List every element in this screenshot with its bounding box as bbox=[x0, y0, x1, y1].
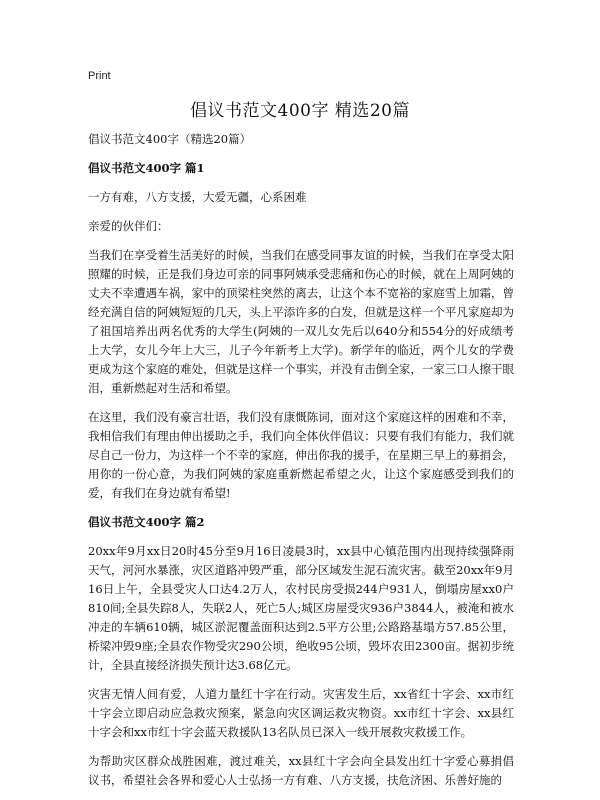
paragraph: 亲爱的伙伴们： bbox=[88, 219, 169, 233]
print-link[interactable]: Print bbox=[88, 70, 111, 82]
paragraph: 20xx年9月xx日20时45分至9月16日凌晨3时，xx县中心镇范围内出现持续强降雨天气，河河水暴涨，灾区道路冲毁严重，部分区域发生泥石流灾害。截至20xx年9月16日上午，全县受灾人口达4.2万人，农村民房受损244户931人，倒塌房屋xx0户810间;全县失踪8人，失联2人，死亡5人;城区房屋受灾936户3844人，被淹和被水冲走的车辆610辆，城区淤泥覆盖面积达到2.5平方公里;公路路基塌方57.85公里，桥梁冲毁9座;全县农作物受灾290公顷，绝收95公顷，毁坏农田2300亩。据初步统计，全县直接经济损失预计达3.68亿元。 bbox=[88, 544, 514, 672]
paragraph: 为帮助灾区群众战胜困难，渡过难关，xx县红十字会向全县发出红十字爱心募捐倡议书，希望社会各界和爱心人士弘扬一方有难、八方支援，扶危济困、乐善好施的 bbox=[88, 754, 514, 787]
paragraph: 一方有难，八方支援，大爱无疆，心系困难 bbox=[88, 190, 307, 204]
page-title: 倡议书范文400字 精选20篇 bbox=[190, 101, 410, 121]
paragraph: 当我们在享受着生活美好的时候，当我们在感受同事友谊的时候，当我们在享受太阳照耀的时候，正是我们身边可亲的同事阿姨承受悲痛和伤心的时候，就在上周阿姨的丈夫不幸遭遇车祸，家中的顶梁柱突然的离去，让这个本不宽裕的家庭雪上加霜，曾经充满自信的阿姨短短的几天，头上平添许多的白发，但就是这样一个平凡家庭却为了祖国培养出两名优秀的大学生(阿姨的一双儿女先后以640分和554分的好成绩考上大学，女儿今年上大三，儿子今年新考上大学)。新学年的临近，两个儿女的学费更成为这个家庭的难处，但就是这样一个事实，并没有击倒全家，一家三口人擦干眼泪，重新燃起对生活和希望。 bbox=[88, 248, 514, 395]
paragraph: 在这里，我们没有豪言壮语，我们没有康慨陈词，面对这个家庭这样的困难和不幸，我相信我们有理由伸出援助之手，我们向全体伙伴倡议：只要有我们有能力，我们就尽自己一份力，为这样一个不幸的家庭，伸出你我的援手，在星期三早上的募捐会，用你的一份心意，为我们阿姨的家庭重新燃起希望之火，让这个家庭感受到我们的爱，有我们在身边就有希望! bbox=[88, 410, 514, 500]
document-subtitle: 倡议书范文400字（精选20篇） bbox=[88, 132, 252, 146]
section-heading: 倡议书范文400字 篇2 bbox=[88, 515, 205, 529]
section-heading: 倡议书范文400字 篇1 bbox=[88, 161, 205, 175]
paragraph: 灾害无情人间有爱，人道力量红十字在行动。灾害发生后，xx省红十字会、xx市红十字会立即启动应急救灾预案，紧急向灾区调运救灾物资。xx市红十字会、xx县红十字会和xx市红十字会蓝天救援队13名队员已深入一线开展救灾救援工作。 bbox=[88, 687, 514, 739]
document-body bbox=[88, 130, 514, 800]
